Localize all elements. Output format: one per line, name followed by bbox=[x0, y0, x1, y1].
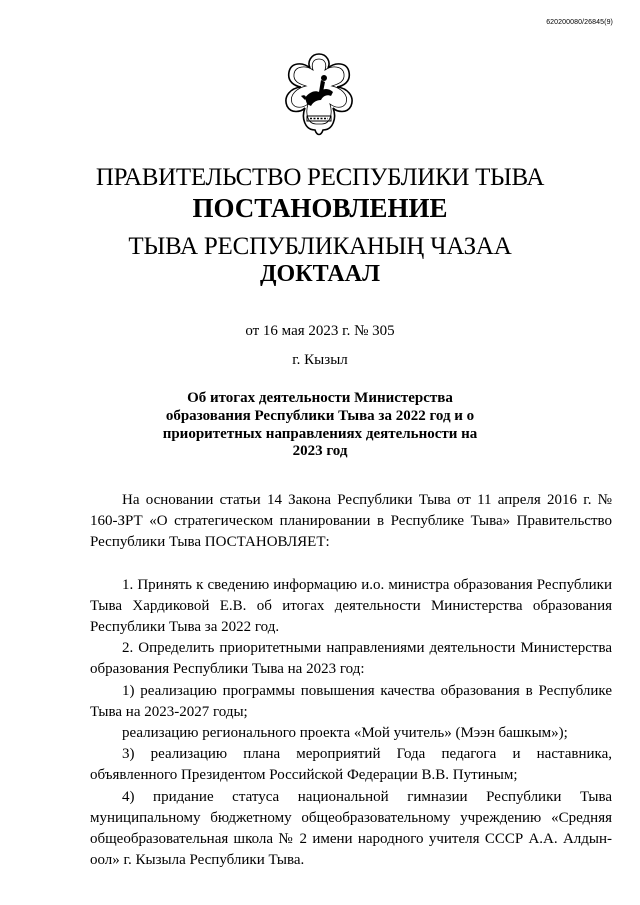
decree-city: г. Кызыл bbox=[292, 352, 348, 368]
body-paragraph: 2. Определить приоритетными направлениями деятельности Министерства образования Республики Тыва на 2023 год: bbox=[90, 640, 612, 678]
body-paragraph: 1. Принять к сведению информацию и.о. министра образования Республики Тыва Хардиковой Е.В. об итогах деятельности Министерства образования Республики Тыва за 2022 год. bbox=[90, 576, 612, 636]
document-id: 620200080/26845(9) bbox=[546, 19, 613, 26]
body-paragraph: реализацию регионального проекта «Мой учитель» (Мээн башкым»); bbox=[122, 725, 568, 742]
decree-body bbox=[90, 490, 612, 871]
preamble-paragraph: На основании статьи 14 Закона Республики Тыва от 11 апреля 2016 г. № 160-ЗРТ «О стратегическом планировании в Республике Тыва» Правительство Республики Тыва ПОСТАНОВЛЯЕТ: bbox=[90, 492, 612, 551]
decree-subject: Об итогах деятельности Министерства образования Республики Тыва за 2022 год и о приоритетных направлениях деятельности на 2023 год bbox=[162, 390, 478, 460]
body-paragraph: 3) реализацию плана мероприятий Года педагога и наставника, объявленного Президентом Российской Федерации В.В. Путиным; bbox=[90, 746, 612, 784]
decree-label: ПОСТАНОВЛЕНИЕ bbox=[192, 193, 448, 223]
tuva-coat-of-arms-icon bbox=[275, 50, 363, 142]
body-paragraph: 1) реализацию программы повышения качества образования в Республике Тыва на 2023-2027 годы; bbox=[90, 682, 612, 720]
body-paragraph: 4) придание статуса национальной гимназии Республики Тыва муниципальному бюджетному общеобразовательному учреждению «Средняя общеобразовательная школа № 2 имени народного учителя СССР А.А. Алдын-оол» г. Кызыла Республики Тыва. bbox=[90, 788, 612, 869]
decree-label-tyva: ДОКТААЛ bbox=[260, 261, 380, 287]
government-title-tyva: ТЫВА РЕСПУБЛИКАНЫҢ ЧАЗАА bbox=[128, 233, 512, 260]
government-title: ПРАВИТЕЛЬСТВО РЕСПУБЛИКИ ТЫВА bbox=[95, 164, 545, 191]
decree-date-number: от 16 мая 2023 г. № 305 bbox=[245, 323, 395, 339]
